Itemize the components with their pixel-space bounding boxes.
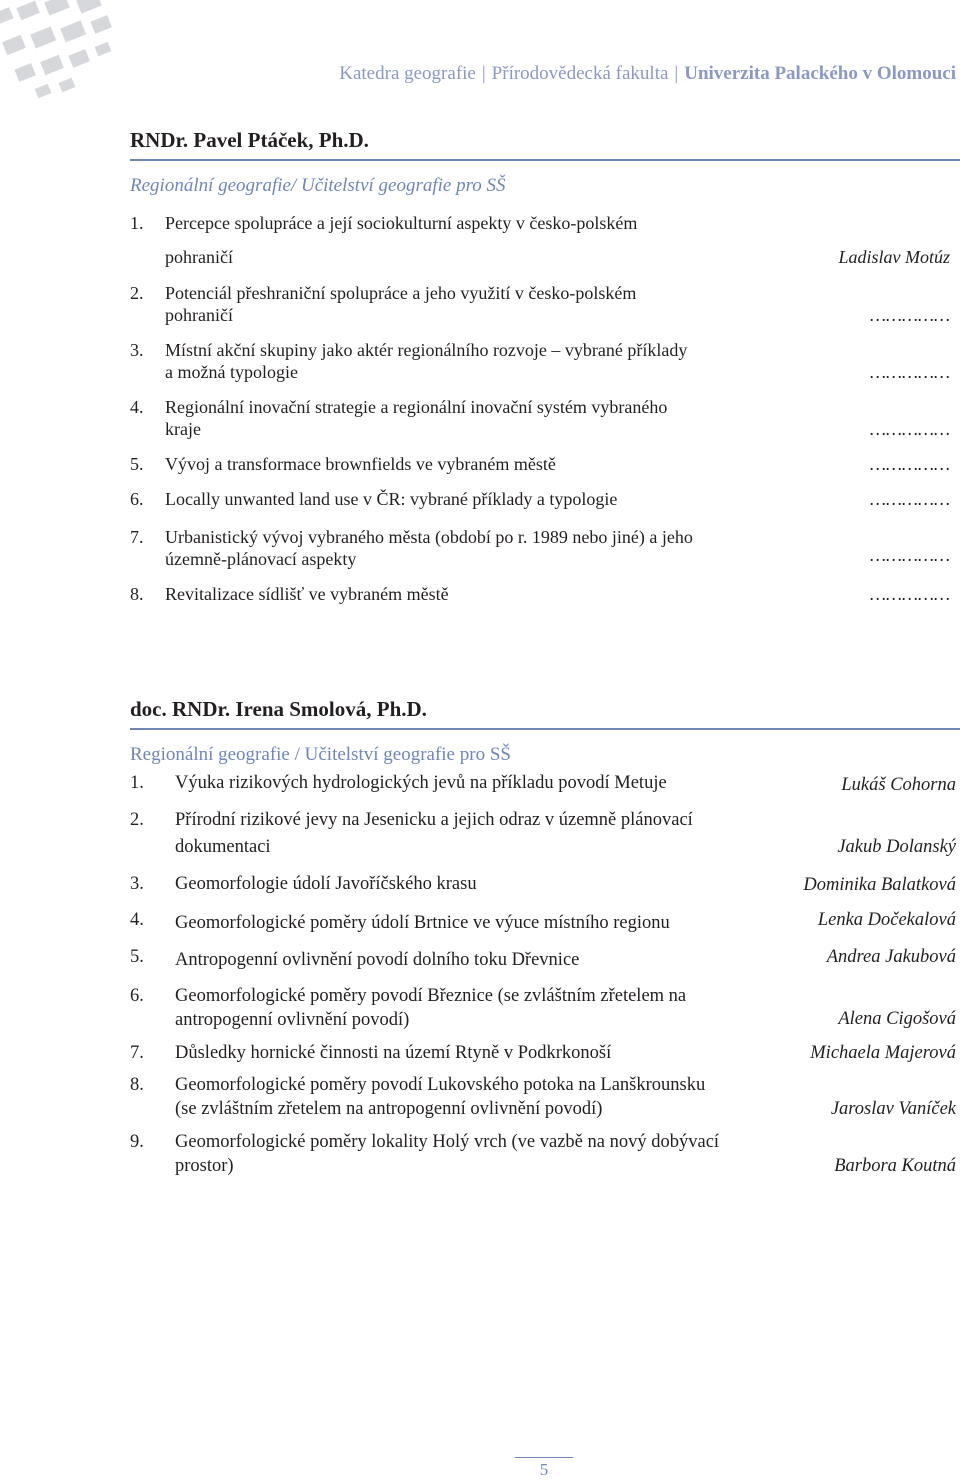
topic-title: Geomorfologické poměry lokality Holý vrch (ve vazbě na nový dobývací: [175, 1132, 720, 1152]
student-name: Ladislav Motúz: [838, 247, 950, 267]
student-name: Alena Cigošová: [838, 1009, 956, 1029]
topic-title: Místní akční skupiny jako aktér regionálního rozvoje – vybrané příklady: [165, 340, 688, 360]
topic-title-cont: (se zvláštním zřetelem na antropogenní ovlivnění povodí): [175, 1099, 603, 1119]
topic-title: Antropogenní ovlivnění povodí dolního toku Dřevnice: [175, 950, 580, 970]
topic-title: Vývoj a transformace brownfields ve vybraném městě: [165, 454, 556, 474]
student-name: ……………: [869, 545, 950, 565]
header-separator: |: [674, 63, 679, 84]
topic-number: 9.: [130, 1132, 144, 1152]
program-name: Regionální geografie / Učitelství geografie pro SŠ: [130, 744, 511, 765]
topic-title: Důsledky hornické činnosti na území Rtyně v Podkrkonoší: [175, 1043, 612, 1063]
topic-title: Přírodní rizikové jevy na Jesenicku a jejich odraz v územně plánovací: [175, 810, 693, 830]
student-name: Michaela Majerová: [810, 1043, 956, 1063]
topic-number: 8.: [130, 1075, 144, 1095]
topic-number: 6.: [130, 489, 144, 509]
topic-title: Regionální inovační strategie a regionální inovační systém vybraného: [165, 397, 668, 417]
student-name: ……………: [869, 305, 950, 325]
page-header: [339, 63, 956, 85]
topic-title-cont: územně-plánovací aspekty: [165, 549, 357, 569]
faculty-name: Přírodovědecká fakulta: [491, 63, 669, 84]
student-name: Jaroslav Vaníček: [830, 1099, 956, 1119]
topic-title: Geomorfologie údolí Javoříčského krasu: [175, 874, 477, 894]
student-name: Andrea Jakubová: [826, 947, 956, 967]
student-name: Barbora Koutná: [834, 1156, 956, 1176]
topic-title-cont: pohraničí: [165, 247, 233, 267]
topic-title: Geomorfologické poměry údolí Brtnice ve výuce místního regionu: [175, 913, 670, 933]
page-number: 5: [539, 1460, 549, 1479]
supervisor-name: RNDr. Pavel Ptáček, Ph.D.: [130, 128, 960, 161]
program-name: Regionální geografie/ Učitelství geografie pro SŠ: [130, 175, 506, 196]
student-name: ……………: [869, 489, 950, 509]
student-name: ……………: [869, 419, 950, 439]
topic-title-cont: a možná typologie: [165, 362, 298, 382]
topic-number: 3.: [130, 340, 144, 360]
topic-title: Percepce spolupráce a její sociokulturní aspekty v česko-polském: [165, 213, 638, 233]
topic-number: 5.: [130, 947, 144, 967]
student-name: Lukáš Cohorna: [841, 775, 956, 795]
topic-number: 5.: [130, 454, 144, 474]
student-name: Jakub Dolanský: [837, 837, 956, 857]
footer-divider: [515, 1457, 573, 1458]
student-name: ……………: [869, 362, 950, 382]
topic-title: Locally unwanted land use v ČR: vybrané příklady a typologie: [165, 489, 618, 509]
student-name: ……………: [869, 584, 950, 604]
topic-number: 4.: [130, 910, 144, 930]
supervisor-section-ptacek: [130, 128, 960, 608]
topic-title-cont: pohraničí: [165, 305, 233, 325]
topic-number: 3.: [130, 874, 144, 894]
student-name: Lenka Dočekalová: [817, 910, 956, 930]
supervisor-name: doc. RNDr. Irena Smolová, Ph.D.: [130, 697, 960, 730]
department-name: Katedra geografie: [339, 63, 476, 84]
topic-title-cont: kraje: [165, 419, 201, 439]
topic-number: 8.: [130, 584, 144, 604]
student-name: Dominika Balatková: [803, 875, 956, 895]
topic-title: Potenciál přeshraniční spolupráce a jeho využití v česko-polském: [165, 283, 637, 303]
university-name: Univerzita Palackého v Olomouci: [684, 63, 956, 84]
topic-title: Výuka rizikových hydrologických jevů na příkladu povodí Metuje: [175, 773, 667, 793]
student-name: ……………: [869, 454, 950, 474]
header-separator: |: [481, 63, 486, 84]
topic-number: 7.: [130, 1043, 144, 1063]
topic-title: Geomorfologické poměry povodí Lukovského potoka na Lanškrounsku: [175, 1075, 706, 1095]
topic-number: 2.: [130, 810, 144, 830]
topic-title-cont: antropogenní ovlivnění povodí): [175, 1010, 410, 1030]
topic-number: 2.: [130, 283, 144, 303]
topic-number: 4.: [130, 397, 144, 417]
supervisor-section-smolova: [130, 697, 960, 1197]
topic-title-cont: dokumentaci: [175, 837, 271, 857]
topic-title: Revitalizace sídlišť ve vybraném městě: [165, 584, 449, 604]
topic-title: Urbanistický vývoj vybraného města (období po r. 1989 nebo jiné) a jeho: [165, 527, 693, 547]
topic-number: 6.: [130, 986, 144, 1006]
topic-title-cont: prostor): [175, 1156, 234, 1176]
topic-number: 1.: [130, 773, 144, 793]
topic-number: 1.: [130, 213, 144, 233]
topic-number: 7.: [130, 527, 144, 547]
university-logo-icon: [0, 0, 150, 100]
topic-title: Geomorfologické poměry povodí Březnice (se zvláštním zřetelem na: [175, 986, 687, 1006]
